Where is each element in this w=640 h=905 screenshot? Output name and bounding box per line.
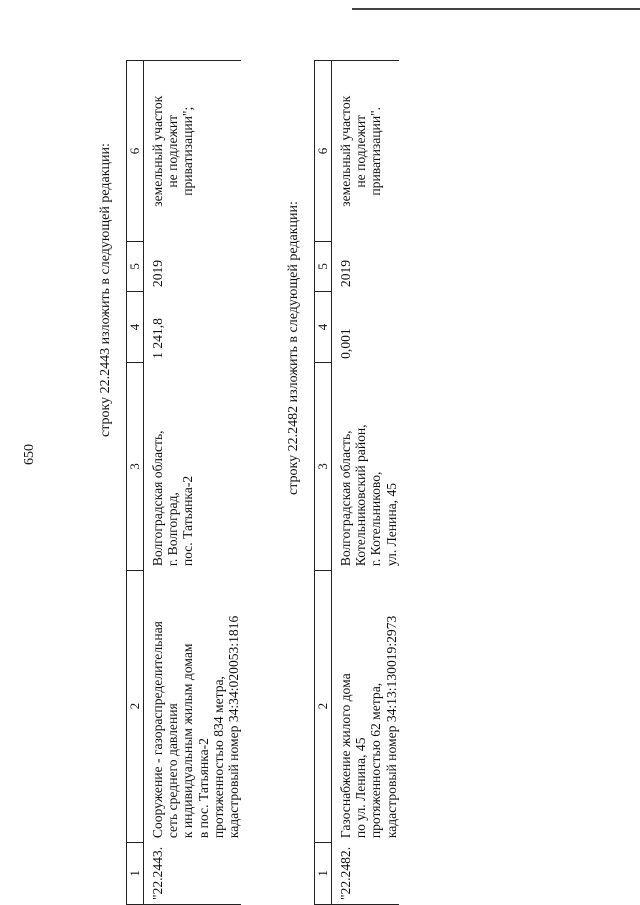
object-year: 2019: [338, 259, 353, 288]
header-col-2: 2: [127, 570, 144, 842]
section-1-table: [126, 60, 241, 905]
header-col-1: 1: [127, 842, 144, 904]
section-1-intro: строку 22.2443 изложить в следующей редакции:: [98, 143, 113, 437]
table-header-row: [315, 61, 332, 905]
header-col-6: 6: [315, 61, 332, 242]
header-col-6: 6: [127, 61, 144, 242]
table-row: [332, 61, 399, 905]
table-row: [144, 61, 242, 905]
header-col-2: 2: [315, 570, 332, 842]
header-col-4: 4: [127, 291, 144, 363]
header-col-1: 1: [315, 842, 332, 904]
header-col-4: 4: [315, 291, 332, 363]
header-col-3: 3: [315, 363, 332, 570]
object-note: земельный участок не подлежит приватизации".: [332, 61, 399, 242]
header-col-3: 3: [127, 363, 144, 570]
object-area: 1 241,8: [150, 318, 165, 359]
object-year: 2019: [150, 259, 165, 288]
section-2-intro: строку 22.2482 изложить в следующей редакции:: [286, 201, 301, 495]
header-col-5: 5: [315, 242, 332, 292]
section-2-table: [314, 60, 399, 905]
row-number: "22.2443.: [144, 842, 242, 904]
row-number: "22.2482.: [332, 842, 399, 904]
page-number: 650: [22, 444, 37, 465]
object-name: Газоснабжение жилого дома по ул. Ленина, 45 протяженностью 62 метра, кадастровый номер 34:13:130019:2973: [338, 615, 399, 839]
table-header-row: [127, 61, 144, 905]
header-col-5: 5: [127, 242, 144, 292]
object-address: Волгоградская область, Котельниковский район, г. Котельниково, ул. Ленина, 45: [338, 424, 399, 567]
object-address: Волгоградская область, г. Волгоград, пос. Татьянка-2: [150, 430, 196, 567]
object-name: Сооружение - газораспределительная сеть среднего давления к индивидуальным жилым домам в пос. Татьянка-2 протяженностью 834 метра, кадастровый номер 34:34:020053:1816: [150, 615, 242, 839]
object-area: 0,001: [338, 328, 353, 359]
object-note: земельный участок не подлежит приватизации";: [144, 61, 242, 242]
